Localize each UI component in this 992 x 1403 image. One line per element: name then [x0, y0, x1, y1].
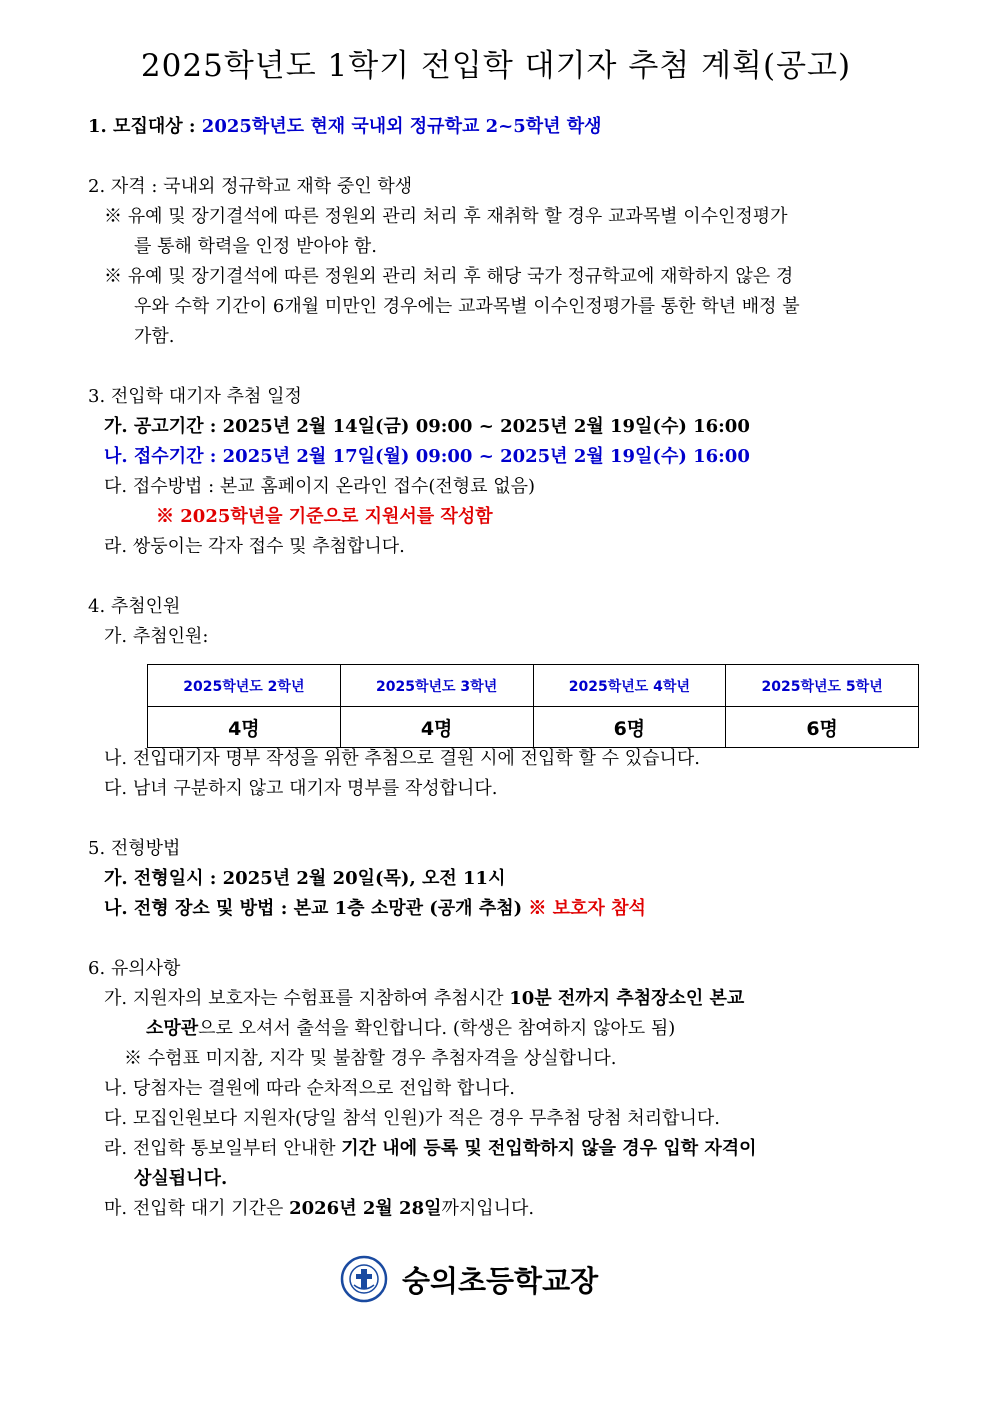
- quota-header-row: [148, 665, 919, 707]
- section-1-value: 2025학년도 현재 국내외 정규학교 2~5학년 학생: [201, 116, 602, 137]
- notice-b: 나. 당첨자는 결원에 따라 순차적으로 전입학 합니다.: [104, 1078, 515, 1099]
- notice-period: 가. 공고기간 : 2025년 2월 14일(금) 09:00 ~ 2025년 2월 19일(수) 16:00: [104, 416, 750, 437]
- quota-header-grade-4: 2025학년도 4학년: [533, 665, 726, 707]
- quota-header-grade-5: 2025학년도 5학년: [726, 665, 919, 707]
- section-1-label: 1. 모집대상 :: [88, 116, 202, 137]
- quota-note-b: 나. 전입대기자 명부 작성을 위한 추첨으로 결원 시에 전입학 할 수 있습니다.: [104, 748, 701, 769]
- section-4-heading: 4. 추첨인원: [88, 596, 181, 617]
- section-2-note-1a: ※ 유예 및 장기결석에 따른 정원외 관리 처리 후 재취학 할 경우 교과목별 이수인정평가: [104, 206, 788, 227]
- selection-place-text: 나. 전형 장소 및 방법 : 본교 1층 소망관 (공개 추첨): [104, 898, 529, 919]
- page-title: 2025학년도 1학기 전입학 대기자 추첨 계획(공고): [140, 48, 852, 84]
- notice-a-line-2: [146, 1016, 675, 1042]
- quota-label: 가. 추첨인원:: [104, 626, 209, 647]
- section-2-note-2a: ※ 유예 및 장기결석에 따른 정원외 관리 처리 후 해당 국가 정규학교에 재학하지 않은 경: [104, 266, 794, 287]
- notice-d-line-1: [104, 1136, 757, 1162]
- notice-a-text: 가. 지원자의 보호자는 수험표를 지참하여 추첨시간: [104, 988, 510, 1009]
- notice-a-emphasis: 10분 전까지 추첨장소인 본교: [509, 988, 745, 1009]
- quota-table: [147, 664, 919, 748]
- notice-e: [104, 1196, 534, 1222]
- notice-e-rest: 까지입니다.: [441, 1198, 535, 1219]
- guardian-note: ※ 보호자 참석: [528, 898, 646, 919]
- footer: [340, 1255, 598, 1303]
- twins-note: 라. 쌍둥이는 각자 접수 및 추첨합니다.: [104, 536, 405, 557]
- section-5-heading: 5. 전형방법: [88, 838, 181, 859]
- notice-a-place: 소망관: [146, 1018, 199, 1039]
- application-method: 다. 접수방법 : 본교 홈페이지 온라인 접수(전형료 없음): [104, 476, 536, 497]
- section-2-note-2c: 가함.: [134, 326, 175, 347]
- selection-datetime: 가. 전형일시 : 2025년 2월 20일(목), 오전 11시: [104, 868, 506, 889]
- section-2-heading: 2. 자격 : 국내외 정규학교 재학 중인 학생: [88, 176, 413, 197]
- notice-d-emphasis: 기간 내에 등록 및 전입학하지 않을 경우 입학 자격이: [341, 1138, 757, 1159]
- quota-note-c: 다. 남녀 구분하지 않고 대기자 명부를 작성합니다.: [104, 778, 498, 799]
- section-6-heading: 6. 유의사항: [88, 958, 181, 979]
- notice-a-warning: ※ 수험표 미지참, 지각 및 불참할 경우 추첨자격을 상실합니다.: [124, 1048, 617, 1069]
- section-2-note-1b: 를 통해 학력을 인정 받아야 함.: [134, 236, 377, 257]
- notice-d-line-2: 상실됩니다.: [134, 1168, 228, 1189]
- quota-value-grade-3: 4명: [340, 707, 533, 748]
- notice-a-line-1: [104, 986, 744, 1012]
- application-note: ※ 2025학년을 기준으로 지원서를 작성함: [156, 506, 493, 527]
- quota-value-grade-2: 4명: [148, 707, 341, 748]
- quota-header-grade-2: 2025학년도 2학년: [148, 665, 341, 707]
- notice-e-text: 마. 전입학 대기 기간은: [104, 1198, 290, 1219]
- selection-place: [104, 896, 646, 922]
- section-1: [88, 114, 602, 140]
- application-period: 나. 접수기간 : 2025년 2월 17일(월) 09:00 ~ 2025년 2월 19일(수) 16:00: [104, 446, 750, 467]
- school-name: 숭의초등학교장: [402, 1263, 599, 1298]
- notice-c: 다. 모집인원보다 지원자(당일 참석 인원)가 적은 경우 무추첨 당첨 처리합니다.: [104, 1108, 721, 1129]
- school-emblem-icon: [340, 1255, 388, 1303]
- quota-value-grade-4: 6명: [533, 707, 726, 748]
- quota-value-row: [148, 707, 919, 748]
- notice-a-rest: 으로 오셔서 출석을 확인합니다. (학생은 참여하지 않아도 됨): [198, 1018, 676, 1039]
- section-2-note-2b: 우와 수학 기간이 6개월 미만인 경우에는 교과목별 이수인정평가를 통한 학년 배정 불: [134, 296, 800, 317]
- notice-e-date: 2026년 2월 28일: [289, 1198, 442, 1219]
- quota-header-grade-3: 2025학년도 3학년: [340, 665, 533, 707]
- section-3-heading: 3. 전입학 대기자 추첨 일정: [88, 386, 302, 407]
- notice-d-text: 라. 전입학 통보일부터 안내한: [104, 1138, 342, 1159]
- quota-value-grade-5: 6명: [726, 707, 919, 748]
